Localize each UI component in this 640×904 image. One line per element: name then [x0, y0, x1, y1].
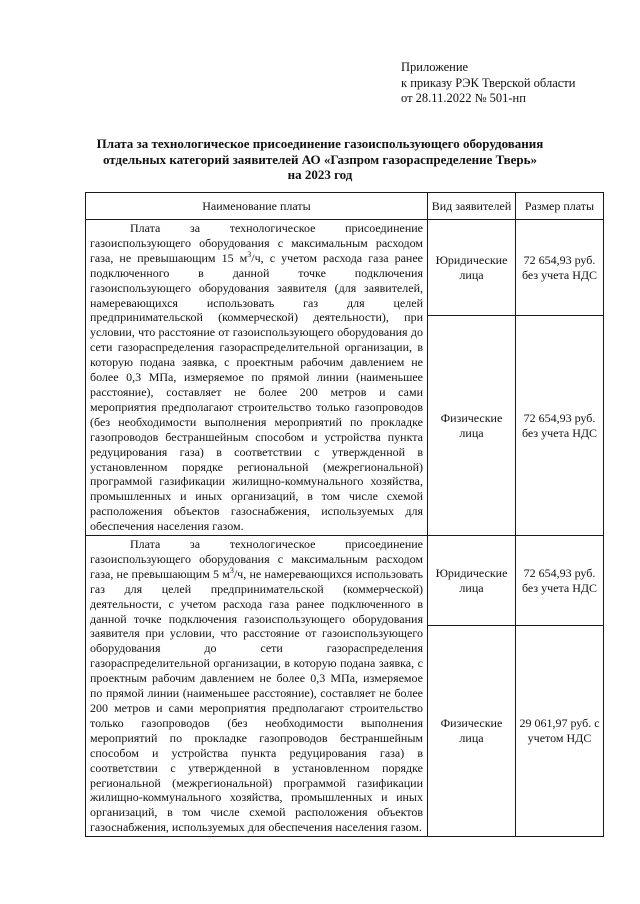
fee-description-1-superscript: 3: [247, 249, 252, 259]
fee-description-1: [86, 220, 428, 536]
fee-description-2-part-a: Плата за технологическое присоединение газоиспользующего оборудования с максимальным расходом газа, не превышающим 5 м: [90, 537, 423, 581]
fee-description-1-part-a: Плата за технологическое присоединение газоиспользующего оборудования с максимальным расходом газа, не превышающим 15 м: [90, 221, 423, 265]
fee-amount: 72 654,93 руб. без учета НДС: [516, 536, 604, 626]
table-header-row: [86, 193, 604, 220]
header-fee-amount: Размер платы: [516, 193, 604, 220]
header-applicant-type: Вид заявителей: [428, 193, 516, 220]
fee-table: [85, 192, 604, 837]
appendix-reference: [401, 60, 575, 107]
applicant-type: Физические лица: [428, 316, 516, 536]
title-line-1: Плата за технологическое присоединение газоиспользующего оборудования: [96, 136, 544, 151]
title-line-3: на 2023 год: [287, 167, 353, 182]
fee-description-2-part-b: /ч, не намеревающихся использовать газ для целей предпринимательской (коммерческой) деятельности, с учетом расхода газа ранее подключенного в данной точке подключения газоиспользующего оборудования заявителя при условии, что расстояние от газоиспользующего оборудования до сети газораспределения газораспределительной организации, в которую подана заявка, с проектным рабочим давлением не более 0,3 МПа, измеряемое по прямой линии (наименьшее расстояние), составляет не более 200 метров и сами мероприятия предполагают строительство только газопроводов (без необходимости выполнения мероприятий по прокладке газопроводов бестраншейным способом и устройства пункта редуцирования газа) в соответствии с утвержденной в установленном порядке региональной (межрегиональной) программой газификации жилищно-коммунального хозяйства, промышленных и иных организаций, в том числе схемой расположения объектов газоснабжения, используемых для обеспечения населения газом.: [90, 566, 423, 835]
appendix-line-1: Приложение: [401, 60, 469, 74]
applicant-type: Юридические лица: [428, 536, 516, 626]
title-line-2: отдельных категорий заявителей АО «Газпром газораспределение Тверь»: [102, 151, 538, 167]
table-row: [86, 536, 604, 626]
fee-description-2-superscript: 3: [229, 565, 234, 575]
fee-amount: 29 061,97 руб. с учетом НДС: [516, 626, 604, 837]
applicant-type: Физические лица: [428, 626, 516, 837]
document-title: [80, 136, 560, 183]
fee-amount: 72 654,93 руб. без учета НДС: [516, 220, 604, 316]
fee-description-2: [86, 536, 428, 837]
fee-description-1-part-b: /ч, с учетом расхода газа ранее подключенного в данной точке подключения газоиспользующего оборудования заявителя (для заявителей, намеревающихся использовать газ для целей предпринимательской (коммерческой) деятельности), при условии, что расстояние от газоиспользующего оборудования до сети газораспределения газораспределительной организации, в которую подана заявка, с проектным рабочим давлением не более 0,3 МПа, измеряемое по прямой линии (наименьшее расстояние), составляет не более 200 метров и сами мероприятия предполагают строительство только газопроводов (без необходимости выполнения мероприятий по прокладке газопроводов бестраншейным способом и устройства пункта редуцирования газа) в соответствии с утвержденной в установленном порядке региональной (межрегиональной) программой газификации жилищно-коммунального хозяйства, промышленных и иных организаций, в том числе схемой расположения объектов газоснабжения, используемых для обеспечения населения газом.: [90, 250, 423, 534]
header-fee-name: Наименование платы: [86, 193, 428, 220]
appendix-line-3: от 28.11.2022 № 501-нп: [401, 91, 526, 105]
table-row: [86, 220, 604, 316]
fee-amount: 72 654,93 руб. без учета НДС: [516, 316, 604, 536]
applicant-type: Юридические лица: [428, 220, 516, 316]
appendix-line-2: к приказу РЭК Тверской области: [401, 75, 576, 90]
